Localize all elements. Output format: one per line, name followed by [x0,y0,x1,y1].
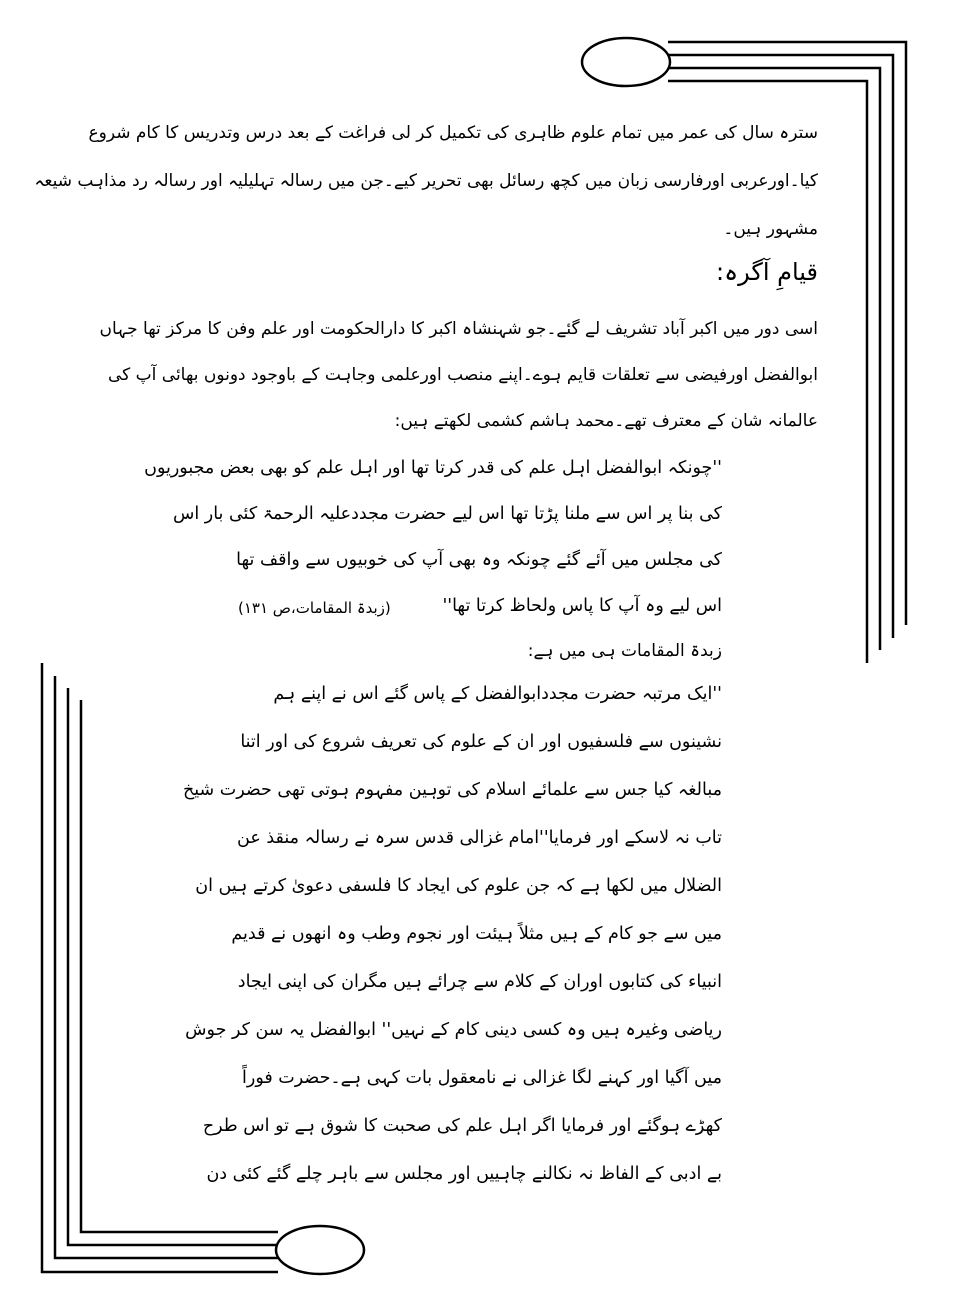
quote-2-line-9: میں آگیا اور کہنے لگا غزالی نے نامعقول بات کہی ہے۔حضرت فوراً [242,1068,722,1088]
quote-1-line-4: اس لیے وہ آپ کا پاس ولحاظ کرتا تھا'' [442,596,722,616]
frame-line-bottom-3 [68,688,278,1245]
bottom-oval-ornament [276,1226,364,1274]
quote-2-line-7: انبیاء کی کتابوں اوران کے کلام سے چرائے ہیں مگران کی اپنی ایجاد [237,972,722,992]
quote-2-line-10: کھڑے ہوگئے اور فرمایا اگر اہل علم کی صحبت کا شوق ہے تو اس طرح [202,1116,722,1136]
quote-2-line-4: تاب نہ لاسکے اور فرمایا''امام غزالی قدس سرہ نے رسالہ منقذ عن [237,828,722,848]
quote-1-line-1: ''چونکہ ابوالفضل اہل علم کی قدر کرتا تھا اور اہل علم کو بھی بعض مجبوریوں [144,458,722,478]
sub-heading: زبدۃ المقامات ہی میں ہے: [527,641,722,661]
top-oval-ornament [582,38,670,86]
paragraph-1-line-2: کیا۔اورعربی اورفارسی زبان میں کچھ رسائل بھی تحریر کیے۔جن میں رسالہ تہلیلیہ اور رسالہ رد مذاہب شیعہ [34,171,818,191]
paragraph-2-line-2: ابوالفضل اورفیضی سے تعلقات قایم ہوے۔اپنے منصب اورعلمی وجاہت کے باوجود دونوں بھائی آپ کی [107,365,818,385]
quote-2-line-5: الضلال میں لکھا ہے کہ جن علوم کی ایجاد کا فلسفی دعویٰ کرتے ہیں ان [195,876,722,896]
paragraph-1-line-1: سترہ سال کی عمر میں تمام علوم ظاہری کی تکمیل کر لی فراغت کے بعد درس وتدریس کا کام شروع [88,123,818,143]
quote-2-line-11: بے ادبی کے الفاظ نہ نکالنے چاہییں اور مجلس سے باہر چلے گئے کئی دن [206,1164,722,1184]
quote-1-line-3: کی مجلس میں آئے گئے چونکہ وہ بھی آپ کی خوبیوں سے واقف تھا [236,550,722,570]
paragraph-1-line-3: مشہور ہیں۔ [723,219,818,239]
quote-2-line-2: نشینوں سے فلسفیوں اور ان کے علوم کی تعریف شروع کی اور اتنا [240,732,722,752]
quote-2-line-8: ریاضی وغیرہ ہیں وہ کسی دینی کام کے نہیں'' ابوالفضل یہ سن کر جوش [185,1020,722,1040]
section-heading: قیامِ آگرہ: [716,258,818,286]
quote-1-line-2: کی بنا پر اس سے ملنا پڑتا تھا اس لیے حضرت مجددعلیہ الرحمۃ کئی بار اس [172,504,722,524]
paragraph-2-line-1: اسی دور میں اکبر آباد تشریف لے گئے۔جو شہنشاہ اکبر کا دارالحکومت اور علم وفن کا مرکز تھا جہاں [99,319,818,339]
paragraph-2-line-3: عالمانہ شان کے معترف تھے۔محمد ہاشم کشمی لکھتے ہیں: [394,411,818,431]
quote-2-line-6: میں سے جو کام کے ہیں مثلاً ہیئت اور نجوم وطب وہ انھوں نے قدیم [231,924,722,944]
quote-1-reference: (زبدۃ المقامات،ص ۱۳۱) [238,599,391,617]
quote-2-line-1: ''ایک مرتبہ حضرت مجددابوالفضل کے پاس گئے اس نے اپنے ہم [273,684,722,704]
quote-2-line-3: مبالغہ کیا جس سے علمائے اسلام کی توہین مفہوم ہوتی تھی حضرت شیخ [182,780,722,800]
